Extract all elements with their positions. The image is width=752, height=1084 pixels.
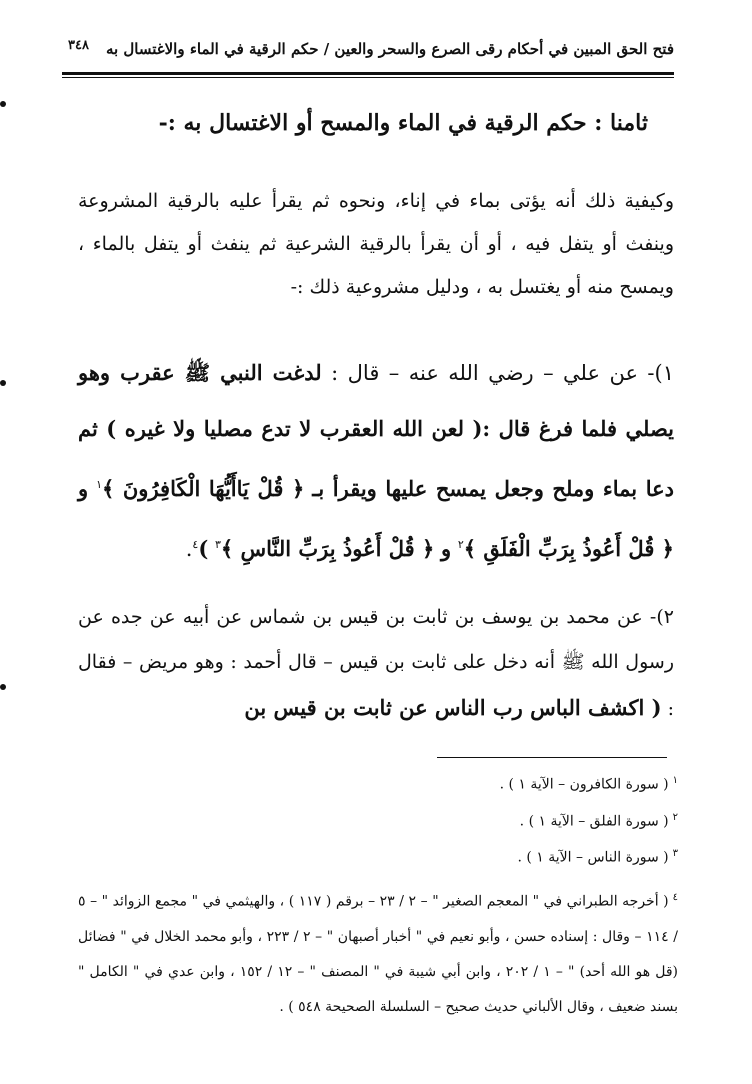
quran-verse-kafirun: ﴿ قُلْ يَاأَيُّهَا الْكَافِرُونَ ﴾ [102,476,305,501]
quran-verse-falaq: ﴿ قُلْ أَعُوذُ بِرَبِّ الْفَلَقِ ﴾ [463,536,674,561]
hadith-2-lead: ٢)- عن محمد بن يوسف بن ثابت بن قيس بن شماس عن أبيه عن جده عن رسول الله ﷺ أنه دخل على ثابت بن قيس – قال أحمد : وهو مريض – فقال : [78,606,674,720]
hadith-2 [78,595,674,732]
footnote-1 [78,771,678,795]
footnote-ref-1: ١ [96,478,103,491]
conjunction: و [441,536,452,561]
footnote-number: ٤ [672,892,678,903]
footnote-4 [78,880,678,1025]
margin-dot [0,684,6,690]
footnote-separator [437,757,667,758]
hadith-2-text: ( اكشف الباس رب الناس عن ثابت بن قيس بن [244,695,662,720]
footnote-text: ( أخرجه الطبراني في " المعجم الصغير " – ٢ / ٢٣ – برقم ( ١١٧ ) ، والهيثمي في " مجمع الزوائد " – ٥ / ١١٤ – وقال : إسناده حسن ، وأبو نعيم في " أخبار أصبهان " – ٢ / ٢٢٣ ، وأبو محمد الخلال في " فضائل (قل هو الله أحد) " – ١ / ٢٠٢ ، وابن أبي شيبة في " المصنف " – ١٢ / ١٥٢ ، وابن عدي في " الكامل " بسند ضعيف ، وقال الألباني حديث صحيح – السلسلة الصحيحة ٥٤٨ ) . [78,893,679,1015]
footnote-number: ١ [672,775,678,786]
footnote-number: ٢ [672,812,678,823]
footnote-3 [78,844,678,868]
conjunction: و [78,476,89,501]
footnote-text: ( سورة الكافرون – الآية ١ ) . [499,776,669,793]
header-title: فتح الحق المبين في أحكام رقى الصرع والسحر والعين / حكم الرقية في الماء والاغتسال به [105,40,674,58]
section-heading: ثامنا : حكم الرقية في الماء والمسح أو الاغتسال به :- [158,110,648,136]
footnote-2 [78,808,678,832]
period: . [185,537,193,561]
footnote-text: ( سورة الناس – الآية ١ ) . [517,849,669,866]
page-number: ٣٤٨ [68,38,89,53]
closing-paren: ) [198,536,209,561]
footnote-ref-4: ٤ [192,538,199,551]
footnote-text: ( سورة الفلق – الآية ١ ) . [519,813,669,830]
quran-verse-nas: ﴿ قُلْ أَعُوذُ بِرَبِّ النَّاسِ ﴾ [220,536,435,561]
running-header [62,38,674,68]
intro-paragraph: وكيفية ذلك أنه يؤتى بماء في إناء، ونحوه ثم يقرأ عليه بالرقية المشروعة وينفث أو يتفل فيه ، أو أن يقرأ بالرقية الشرعية ثم ينفث أو يتفل بالماء ، ويمسح منه أو يغتسل به ، ودليل مشروعية ذلك :- [78,190,674,298]
hadith-1-lead: ١)- عن علي – رضي الله عنه – قال : [331,361,674,385]
footnote-number: ٣ [672,848,678,859]
footnote-ref-3: ٣ [214,538,221,551]
margin-dot [0,380,6,386]
hadith-1-text: لدغت النبي ﷺ عقرب وهو يصلي فلما فرغ قال :( لعن الله العقرب لا تدع مصليا ولا غيره ) ثم دعا بماء وملح وجعل يمسح عليها ويقرأ بـ [78,360,674,501]
hadith-1 [78,345,674,577]
header-rule-thick [62,72,674,75]
header-rule-thin [62,77,674,78]
margin-dot [0,101,6,107]
footnote-ref-2: ٢ [457,538,464,551]
